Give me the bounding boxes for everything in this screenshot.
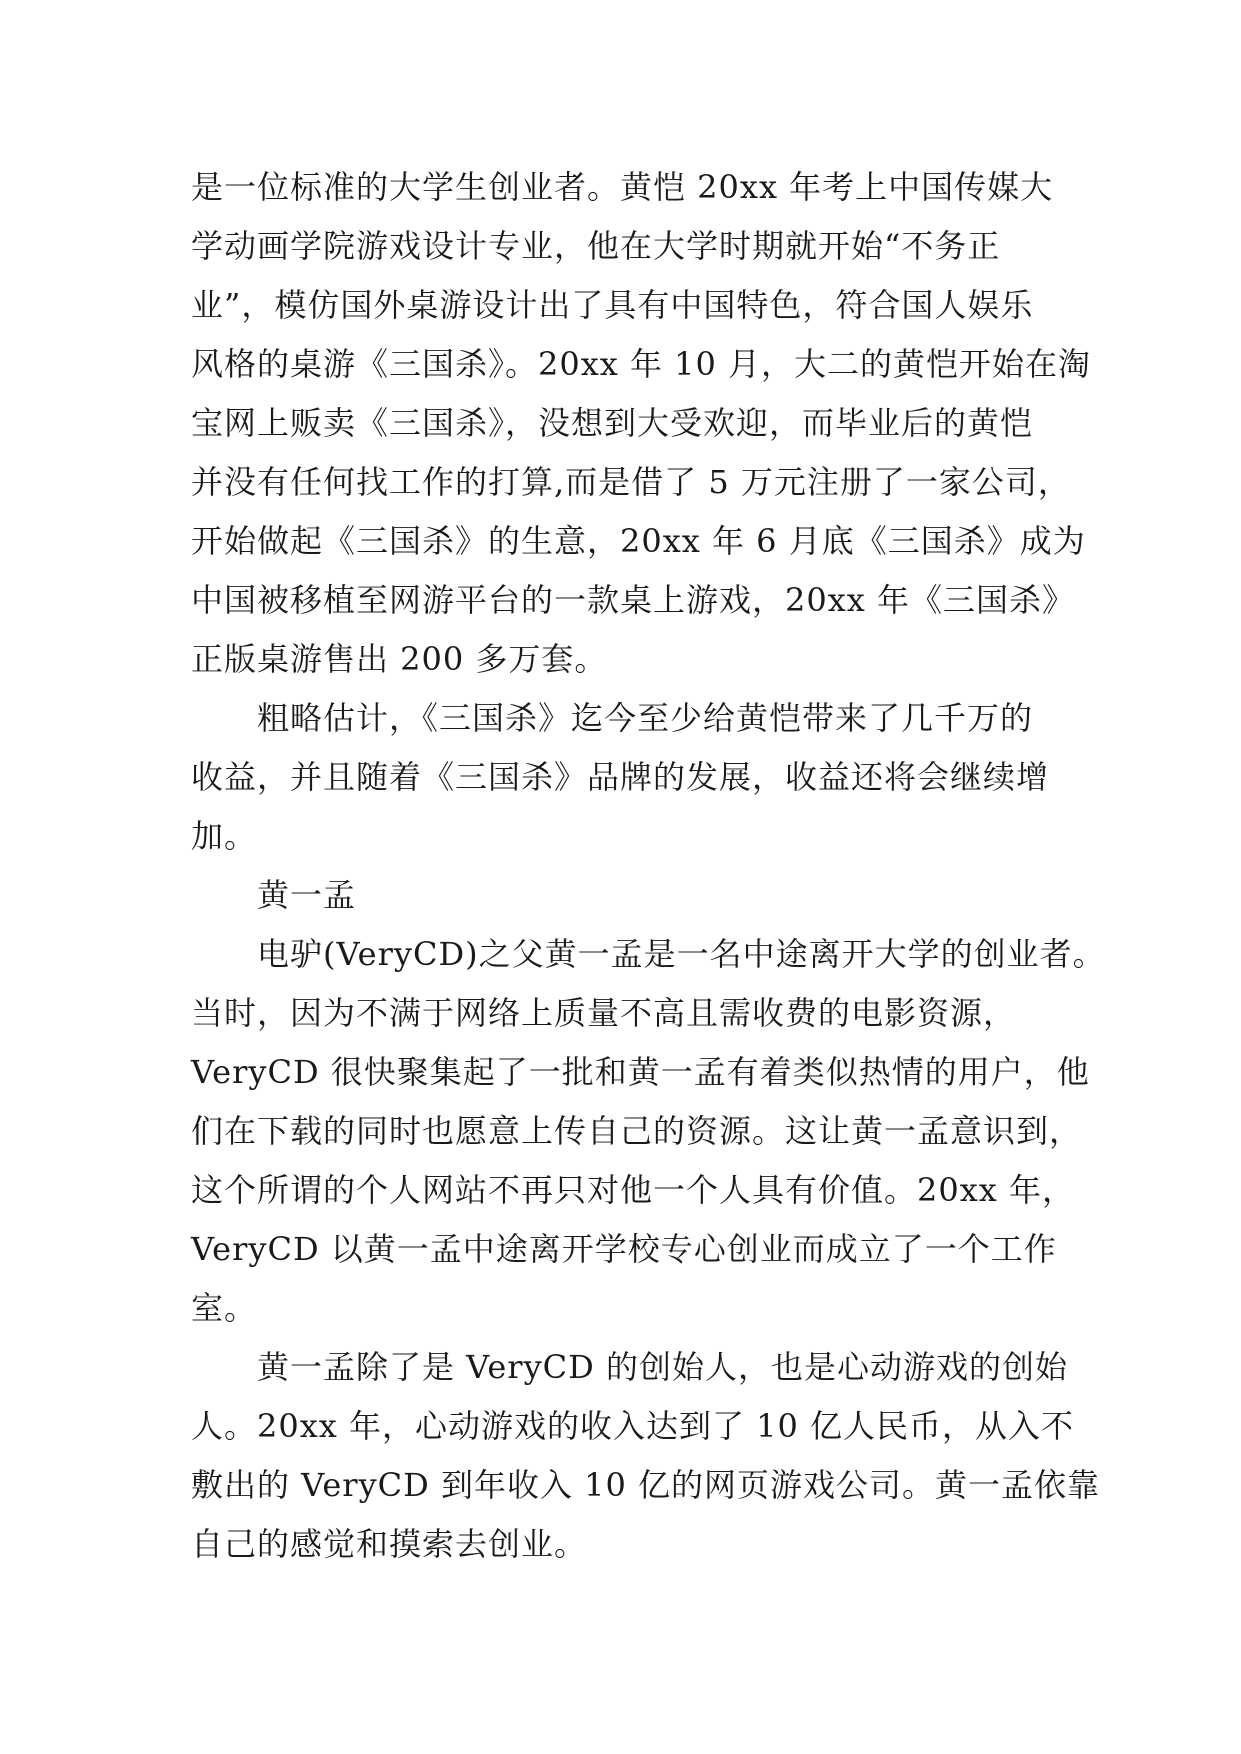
text-line: VeryCD 以黄一孟中途离开学校专心创业而成立了一个工作 [191,1230,1057,1268]
text-line: VeryCD 很快聚集起了一批和黄一孟有着类似热情的用户，他 [191,1053,1090,1091]
text-line: 这个所谓的个人网站不再只对他一个人具有价值。20xx 年， [191,1171,1075,1209]
text-line: 室。 [191,1289,258,1327]
paragraph-revenue-estimate [191,689,1071,866]
paragraph-verycd-founding [191,925,1106,1338]
heading-text: 黄一孟 [257,876,357,914]
text-line: 宝网上贩卖《三国杀》，没想到大受欢迎，而毕业后的黄恺 [191,404,1034,442]
text-line: 加。 [191,817,258,855]
text-line: 人。20xx 年，心动游戏的收入达到了 10 亿人民币，从入不 [191,1407,1075,1445]
text-line: 电驴(VeryCD)之父黄一孟是一名中途离开大学的创业者。 [257,935,1106,973]
section-heading [191,866,1071,925]
text-line: 中国被移植至网游平台的一款桌上游戏，20xx 年《三国杀》 [191,581,1075,619]
text-line: 是一位标准的大学生创业者。黄恺 20xx 年考上中国传媒大 [191,168,1054,206]
paragraph-xd-games [191,1338,1101,1574]
text-line: 自己的感觉和摸索去创业。 [191,1525,588,1563]
paragraph-sanguosha-story [191,158,1092,689]
text-line: 学动画学院游戏设计专业，他在大学时期就开始“不务正 [191,227,1001,265]
text-line: 收益，并且随着《三国杀》品牌的发展，收益还将会继续增 [191,758,1050,796]
text-line: 正版桌游售出 200 多万套。 [191,640,608,678]
text-line: 风格的桌游《三国杀》。20xx 年 10 月，大二的黄恺开始在淘 [191,345,1092,383]
text-line: 当时，因为不满于网络上质量不高且需收费的电影资源， [191,994,1017,1032]
text-line: 粗略估计，《三国杀》迄今至少给黄恺带来了几千万的 [257,699,1034,737]
text-line: 们在下载的同时也愿意上传自己的资源。这让黄一孟意识到， [191,1112,1083,1150]
text-line: 开始做起《三国杀》的生意，20xx 年 6 月底《三国杀》成为 [191,522,1086,560]
text-line: 并没有任何找工作的打算,而是借了 5 万元注册了一家公司， [191,463,1071,501]
document-body [191,158,1106,1574]
text-line: 黄一孟除了是 VeryCD 的创始人，也是心动游戏的创始 [257,1348,1068,1386]
text-line: 敷出的 VeryCD 到年收入 10 亿的网页游戏公司。黄一孟依靠 [191,1466,1101,1504]
text-line: 业”，模仿国外桌游设计出了具有中国特色，符合国人娱乐 [191,286,1034,324]
